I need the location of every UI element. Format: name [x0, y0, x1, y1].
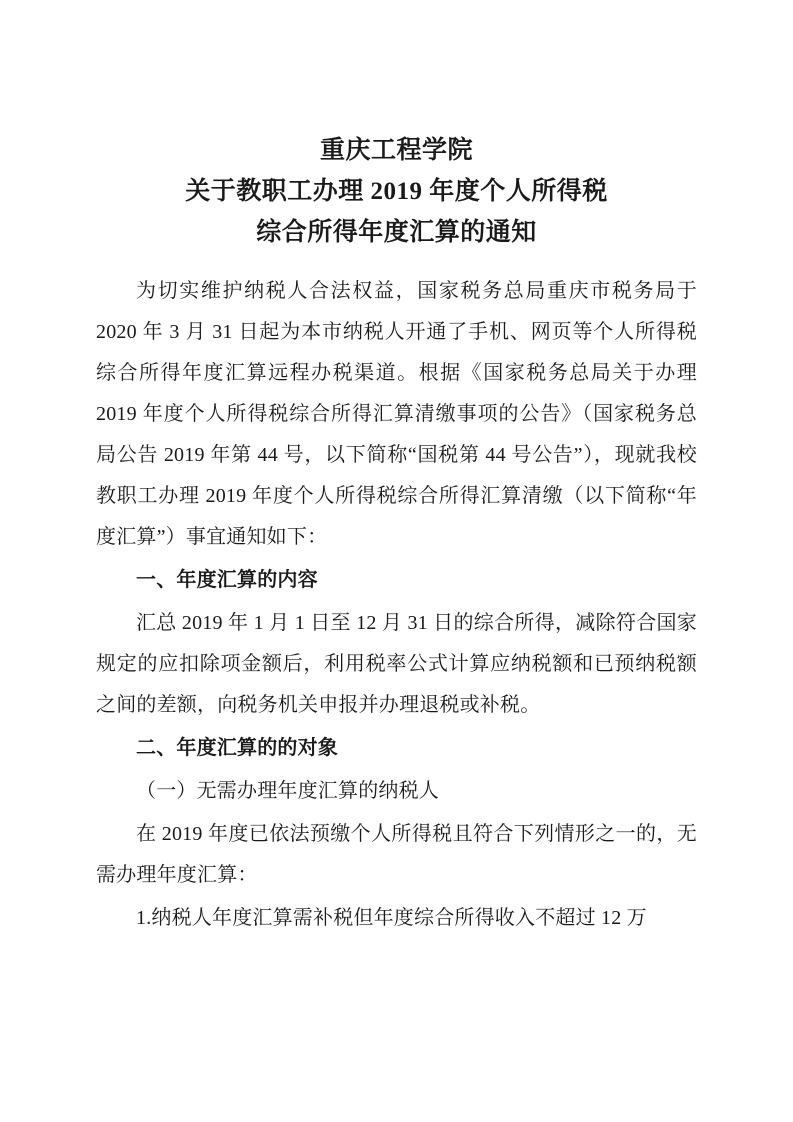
title-line-2: 关于教职工办理 2019 年度个人所得税 [185, 178, 608, 205]
paragraph-subsection-one-body: 在 2019 年度已依法预缴个人所得税且符合下列情形之一的，无需办理年度汇算： [96, 823, 697, 886]
title-line-1: 重庆工程学院 [319, 137, 473, 164]
paragraph-list-item-1: 1.纳税人年度汇算需补税但年度综合所得收入不超过 12 万 [136, 907, 647, 929]
subsection-one: （一）无需办理年度汇算的纳税人 [136, 780, 439, 802]
paragraph-intro: 为切实维护纳税人合法权益，国家税务总局重庆市税务局于 2020 年 3 月 31 日起为本市纳税人开通了手机、网页等个人所得税综合所得年度汇算远程办税渠道。根据《国家税务总局关于办理 2019 年度个人所得税综合所得汇算清缴事项的公告》（国家税务总局公告 2019 年第 44 号，以下简称“国税第 44 号公告”），现就我校教职工办理 2019 年度个人所得税综合所得汇算清缴（以下简称“年度汇算”）事宜通知如下： [96, 280, 697, 548]
title-line-3: 综合所得年度汇算的通知 [256, 219, 537, 246]
paragraph-section-one-body: 汇总 2019 年 1 月 1 日至 12 月 31 日的综合所得，减除符合国家规定的应扣除项金额后，利用税率公式计算应纳税额和已预纳税额之间的差额，向税务机关申报并办理退税或补税。 [96, 612, 697, 716]
section-heading-one: 一、年度汇算的内容 [136, 569, 318, 591]
page-title [96, 130, 697, 253]
section-heading-two: 二、年度汇算的的对象 [136, 737, 338, 759]
document-body [96, 271, 697, 939]
